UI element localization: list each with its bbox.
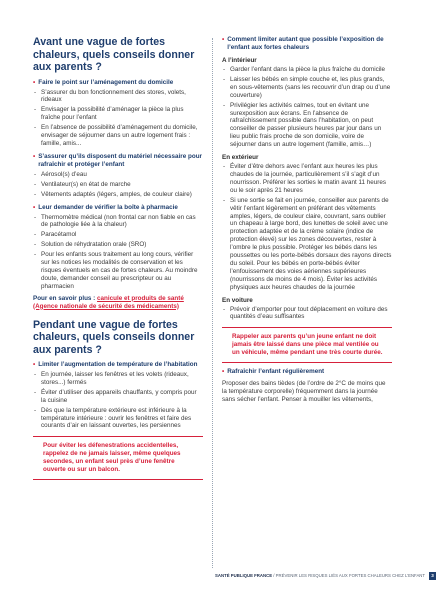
more-info-link[interactable]: canicule et produits de santé (Agence nationale de sécurité des médicaments) [33,294,184,310]
subsection-title: • S’assurer qu’ils disposent du matériel nécessaire pour rafraîchir et protéger l’enfant [33,152,202,168]
bullet-icon: • [33,78,36,86]
list-item: - Privilégier les activités calmes, tout en évitant une surexposition aux écrans. En l’absence de rafraîchissement possible dans l’habitation, on peut conseiller de passer plusieurs heures par jour dans un lieu public frais proche de son domicile, voire de séjourner dans un autre logement (famille, amis…) [222,102,392,149]
footer-brand: SANTÉ PUBLIQUE FRANCE [215,573,273,578]
list-item: - Garder l’enfant dans la pièce la plus fraîche du domicile [222,66,392,74]
list-item: - Si une sortie se fait en journée, conseiller aux parents de vêtir l’enfant légèrement en préférant des vêtements amples, légers, de couleur claire, couvrant, sans oublier un chapeau à large bord, des lunettes de soleil avec une protection adaptée et de la crème solaire (indice de protection élevé) sur les zones découvertes, rester à l’ombre le plus possible. Protéger les bébés dans les poussettes ou les porte-bébés dorsaux des rayons directs du soleil. Pour les bébés en porte-bébés éviter l’enfouissement des voies aériennes supérieures (nourrissons de moins de 4 mois). Éviter les activités physiques aux heures chaudes de la journée [222,197,392,292]
list-item: - Envisager la possibilité d’aménager la pièce la plus fraîche pour l’enfant [33,106,203,122]
column-divider [212,38,213,568]
bullet-icon: • [33,152,36,160]
alert-box-window-safety: Pour éviter les défenestrations accidentelles, rappelez de ne jamais laisser, même quelques secondes, un enfant seul près d’une fenêtre ouverte ou sur un balcon. [33,436,203,480]
list-item: - Éviter d’être dehors avec l’enfant aux heures les plus chaudes de la journée, particulièrement s’il s’agit d’un nourrisson. Préférer les sorties le matin avant 11 heures ou le soir après 21 heures [222,163,392,195]
list-item: - En l’absence de possibilité d’aménagement du domicile, envisager de séjourner dans un autre logement frais : famille, amis... [33,124,203,148]
subsection-title: • Comment limiter autant que possible l’exposition de l’enfant aux fortes chaleurs [222,36,384,51]
subsection-title: • Leur demander de vérifier la boîte à pharmacie [33,203,178,211]
bullet-icon: • [222,368,225,376]
list-home-layout [33,89,203,148]
heading-car: En voiture [222,296,253,304]
page-number: 3 [429,572,436,580]
alert-box-child-alone: Rappeler aux parents qu’un jeune enfant ne doit jamais être laissé dans une pièce mal ventilée ou un véhicule, même pendant une très courte durée. [222,327,392,363]
list-limit-temperature [33,371,203,430]
list-outdoors [222,163,392,292]
list-item: - S’assurer du bon fonctionnement des stores, volets, rideaux [33,89,203,105]
list-item: - Thermomètre médical (non frontal car non fiable en cas de pathologie liée à la chaleur) [33,214,203,230]
list-item: - En journée, laisser les fenêtres et les volets (rideaux, stores...) fermés [33,371,203,387]
list-car [222,306,392,322]
right-column [222,36,392,404]
list-item: - Éviter d’utiliser des appareils chauffants, y compris pour la cuisine [33,389,203,405]
heading-indoors: A l’intérieur [222,57,257,64]
list-item: - Dès que la température extérieure est inférieure à la température intérieure : ouvrir les fenêtres et faire des courants d’air en laissant ouvertes, les persiennes [33,407,203,431]
subsection-title: • Faire le point sur l’aménagement du domicile [33,78,174,86]
list-item: - Vêtements adaptés (légers, amples, de couleur claire) [33,191,203,199]
bullet-icon: • [33,203,36,211]
list-indoors [222,66,392,149]
list-equipment [33,171,203,199]
list-item: - Ventilateur(s) en état de marche [33,181,203,189]
section-title-before-heatwave: Avant une vague de fortes chaleurs, quels conseils donner aux parents ? [33,36,195,73]
subsection-title: • Limiter l’augmentation de température de l’habitation [33,361,198,369]
subsection-title: • Rafraîchir l’enfant régulièrement [222,368,325,376]
list-item: - Solution de réhydratation orale (SRO) [33,241,203,249]
list-item: - Prévoir d’emporter pour tout déplacement en voiture des quantités d’eau suffisantes [222,306,392,322]
bullet-icon: • [222,36,225,43]
page-footer [215,571,436,580]
list-item: - Laisser les bébés en simple couche et, les plus grands, en sous-vêtements (sans les recouvrir d’un drap ou d’une couverture) [222,76,392,100]
section-title-during-heatwave: Pendant une vague de fortes chaleurs, quels conseils donner aux parents ? [33,318,195,356]
bullet-icon: • [33,361,36,369]
paragraph-cooling: Proposer des bains tièdes (de l’ordre de 2°C de moins que la température corporelle) fréquemment dans la journée sans sécher l’enfant. Penser à mouiller les vêtements, [222,380,386,404]
list-item: - Pour les enfants sous traitement au long cours, vérifier sur les notices les modalités de conservation et les risques éventuels en cas de fortes chaleurs. Au moindre doute, demander conseil au prescripteur ou au pharmacien [33,251,203,291]
more-info: Pour en savoir plus : canicule et produits de santé (Agence nationale de sécurité des médicaments) [33,294,184,310]
list-item: - Paracétamol [33,231,203,239]
heading-outdoors: En extérieur [222,154,259,162]
list-item: - Aérosol(s) d’eau [33,171,203,179]
footer-text: / PRÉVENIR LES RISQUES LIÉS AUX FORTES CHALEURS CHEZ L’ENFANT [272,573,426,578]
left-column [33,36,203,484]
list-pharmacy [33,214,203,291]
